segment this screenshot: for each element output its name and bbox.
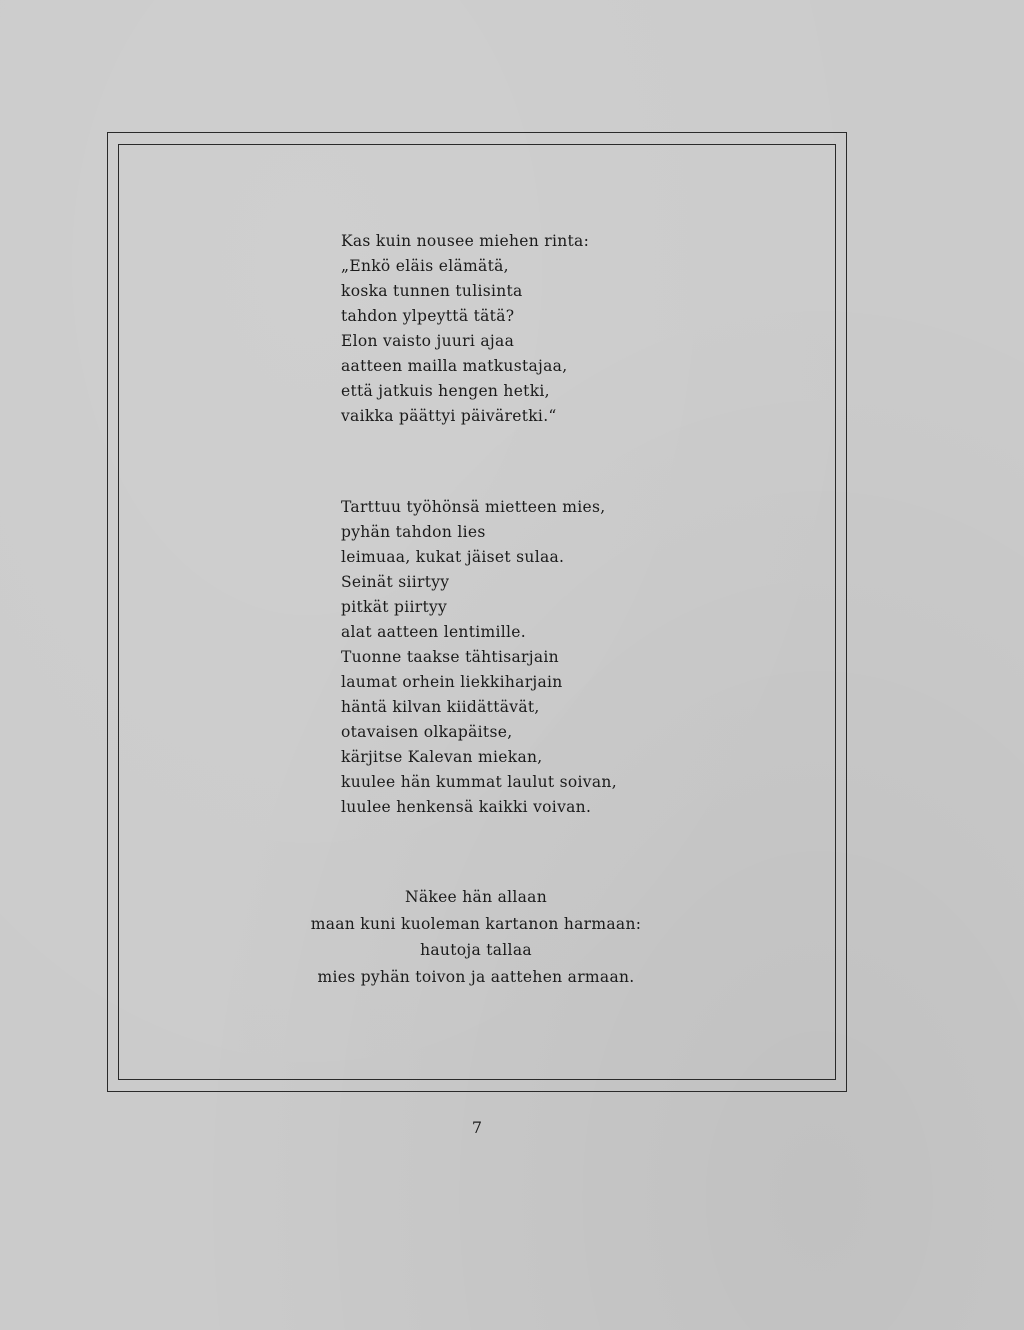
poem-line: Tarttuu työhönsä mietteen mies, [341, 498, 606, 516]
page-number: 7 [471, 1118, 483, 1137]
poem-line: alat aatteen lentimille. [341, 623, 526, 641]
poem-line: vaikka päättyi päiväretki.“ [341, 407, 557, 425]
poem-line: häntä kilvan kiidättävät, [341, 698, 540, 716]
poem-line: Seinät siirtyy [341, 573, 450, 591]
poem-line: että jatkuis hengen hetki, [341, 382, 550, 400]
poem-line: koska tunnen tulisinta [341, 282, 523, 300]
stanza-2 [341, 495, 617, 820]
poem-line: Näkee hän allaan [404, 888, 548, 906]
poem-line: mies pyhän toivon ja aattehen armaan. [317, 967, 635, 986]
poem-line: tahdon ylpeyttä tätä? [341, 307, 515, 325]
stanza-1 [341, 229, 589, 429]
poem-line: kuulee hän kummat laulut soivan, [341, 773, 617, 791]
poem-line: Tuonne taakse tähtisarjain [341, 648, 559, 666]
poem-line: kärjitse Kalevan miekan, [341, 748, 543, 766]
poem-line: laumat orhein liekkiharjain [341, 673, 563, 691]
stanza-3 [300, 884, 652, 990]
poem-line: otavaisen olkapäitse, [341, 723, 513, 741]
poem-line: Kas kuin nousee miehen rinta: [341, 232, 590, 250]
poem-line: luulee henkensä kaikki voivan. [341, 798, 592, 816]
poem-line: leimuaa, kukat jäiset sulaa. [341, 548, 565, 566]
poem-line: pyhän tahdon lies [341, 523, 486, 541]
poem-line: hautoja tallaa [420, 941, 532, 959]
poem-line: pitkät piirtyy [341, 598, 448, 616]
poem-line: „Enkö eläis elämätä, [341, 257, 509, 275]
poem-line: maan kuni kuoleman kartanon harmaan: [310, 914, 642, 933]
poem-line: Elon vaisto juuri ajaa [341, 332, 515, 350]
poem-line: aatteen mailla matkustajaa, [341, 357, 568, 375]
